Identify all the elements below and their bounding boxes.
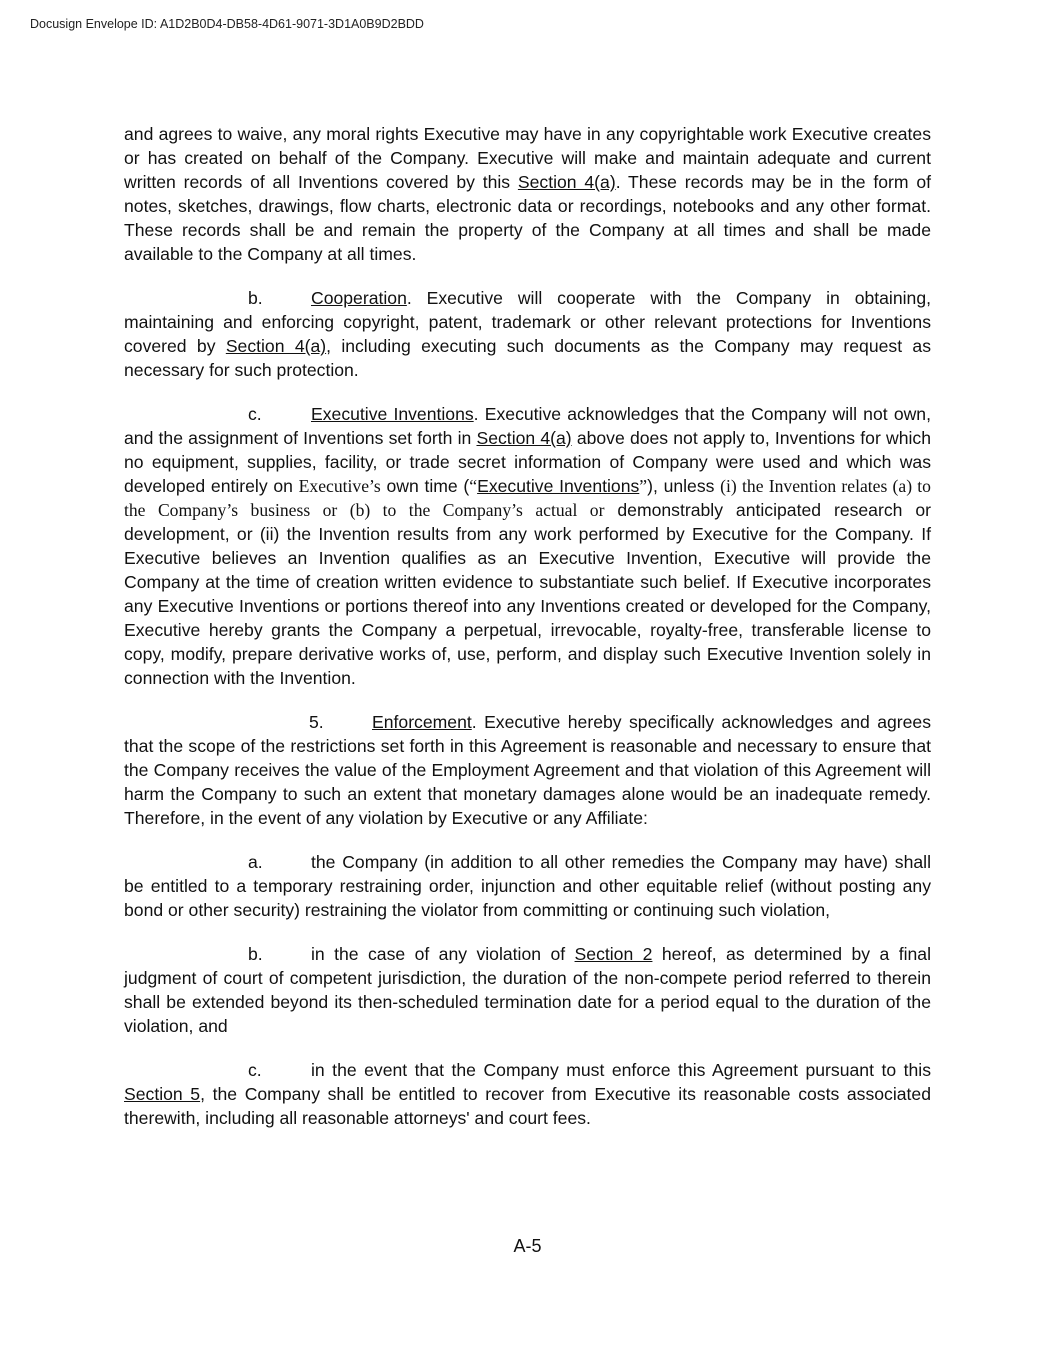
item-number: a. <box>248 852 263 872</box>
text: and agrees to waive, any moral rights Executive may have in any copyrightable work Executive creates or has created on behalf of the Company. Executive will make and maintain adequate and current written records of all Inventions covered by this <box>124 124 931 192</box>
text: the Company (in addition to all other remedies the Company may have) shall be entitled to a temporary restraining order, injunction and other equitable relief (without posting any bond or other security) restraining the violator from committing or continuing such violation, <box>124 852 931 920</box>
section-reference: Section 4(a) <box>225 336 327 356</box>
item-number: b. <box>248 288 263 308</box>
paragraph-executive-inventions <box>124 402 931 690</box>
text: ), unless <box>647 476 721 496</box>
envelope-id: Docusign Envelope ID: A1D2B0D4-DB58-4D61-9071-3D1A0B9D2BDD <box>30 17 424 31</box>
item-number: c. <box>248 1060 262 1080</box>
section-reference: Section 4(a) <box>517 172 616 192</box>
paragraph-enforcement <box>124 710 931 830</box>
text: . These records may be in the form of notes, sketches, drawings, flow charts, electronic data or recordings, notebooks and any other format. These records shall be and remain the property of the Company at all times and shall be made available to the Company at all times. <box>124 172 932 264</box>
paragraph-moral-rights <box>124 122 931 266</box>
close-quote: ” <box>639 476 648 496</box>
section-heading: Executive Inventions <box>311 404 474 424</box>
open-quote: “ <box>469 476 478 496</box>
text: . Executive acknowledges that the Company will not own, and the assignment of Inventions set forth in <box>124 404 931 448</box>
item-number: b. <box>248 944 263 964</box>
section-reference: Section 2 <box>574 944 653 964</box>
text: . Executive will cooperate with the Company in obtaining, maintaining and enforcing copyright, patent, trademark or other relevant protections for Inventions covered by <box>124 288 931 356</box>
text: , the Company shall be entitled to recover from Executive its reasonable costs associated therewith, including all reasonable attorneys' and court fees. <box>124 1084 931 1128</box>
defined-term: Executive Inventions <box>477 476 640 496</box>
text: , including executing such documents as the Company may request as necessary for such protection. <box>124 336 931 380</box>
paragraph-costs <box>124 1058 931 1130</box>
text: in the event that the Company must enforce this Agreement pursuant to this <box>311 1060 931 1080</box>
text-serif: (i) the Invention relates (a) to the Company’s business or (b) to the Company’s actual or <box>124 476 931 520</box>
paragraph-non-compete-extension <box>124 942 931 1038</box>
section-heading: Enforcement <box>372 712 472 732</box>
text: hereof, as determined by a final judgment of court of competent jurisdiction, the duration of the non-compete period referred to therein shall be extended beyond its then-scheduled termination date for a period equal to the duration of the violation, and <box>124 944 931 1036</box>
paragraph-cooperation <box>124 286 931 382</box>
section-reference: Section 5 <box>124 1084 201 1104</box>
text: in the case of any violation of <box>311 944 575 964</box>
text: . Executive hereby specifically acknowledges and agrees that the scope of the restrictions set forth in this Agreement is reasonable and necessary to ensure that the Company receives the value of the Employment Agreement and that violation of this Agreement will harm the Company to such an extent that monetary damages alone would be an inadequate remedy. Therefore, in the event of any violation by Executive or any Affiliate: <box>124 712 931 828</box>
text: demonstrably anticipated research or development, or (ii) the Invention results from any work performed by Executive for the Company. If Executive believes an Invention qualifies as an Executive Invention, Executive will provide the Company at the time of creation written evidence to substantiate such belief. If Executive incorporates any Executive Inventions or portions thereof into any Inventions created or developed for the Company, Executive hereby grants the Company a perpetual, irrevocable, royalty-free, transferable license to copy, modify, prepare derivative works of, use, perform, and display such Executive Invention solely in connection with the Invention. <box>124 500 931 688</box>
section-reference: Section 4(a) <box>476 428 572 448</box>
document-body <box>124 122 931 1150</box>
section-heading: Cooperation <box>311 288 407 308</box>
text-serif: Executive’s <box>298 476 381 496</box>
page-number: A-5 <box>513 1236 542 1256</box>
text: own time ( <box>380 476 470 496</box>
item-number: c. <box>248 404 262 424</box>
text: above does not apply to, Inventions for which no equipment, supplies, facility, or trade secret information of Company were used and which was developed entirely on <box>124 428 931 496</box>
item-number: 5. <box>309 712 324 732</box>
paragraph-injunctive-relief <box>124 850 931 922</box>
